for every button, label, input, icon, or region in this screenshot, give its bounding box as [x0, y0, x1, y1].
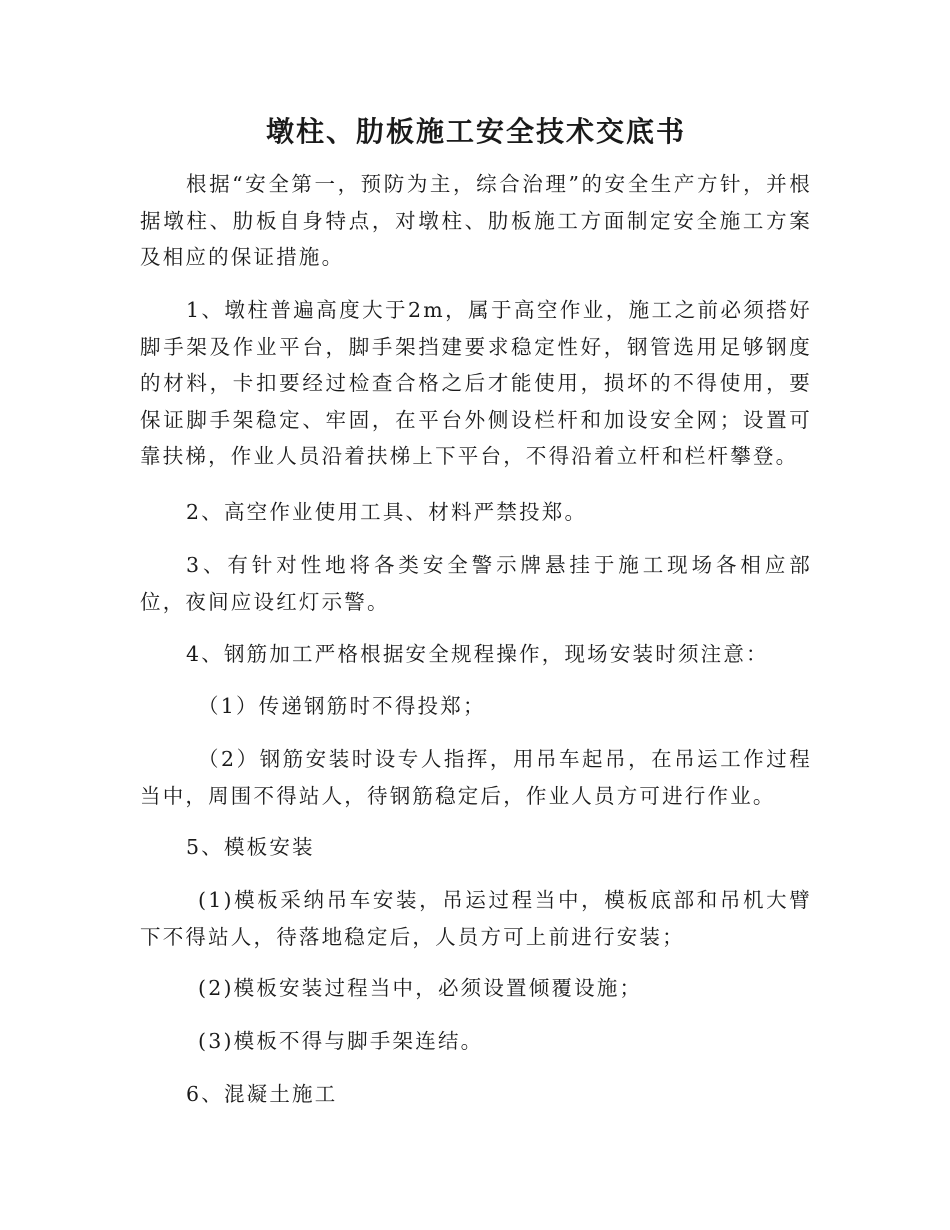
item-4-sub-1-paragraph: （1）传递钢筋时不得投郑； [198, 694, 486, 718]
document-title: 墩柱、肋板施工安全技术交底书 [265, 115, 686, 148]
item-6-heading: 6、混凝土施工 [186, 1082, 338, 1106]
item-1-paragraph: 1、墩柱普遍高度大于2m，属于高空作业，施工之前必须搭好脚手架及作业平台，脚手架挡建要求稳定性好，钢管选用足够钢度的材料，卡扣要经过检查合格之后才能使用，损坏的不得使用，要保证脚手架稳定、牢固，在平台外侧设栏杆和加设安全网；设置可靠扶梯，作业人员沿着扶梯上下平台，不得沿着立杆和栏杆攀登。 [140, 298, 812, 468]
intro-paragraph: 根据“安全第一，预防为主，综合治理”的安全生产方针，并根据墩柱、肋板自身特点，对墩柱、肋板施工方面制定安全施工方案及相应的保证措施。 [140, 172, 812, 269]
item-4-sub-2-paragraph: （2）钢筋安装时设专人指挥，用吊车起吊，在吊运工作过程当中，周围不得站人，待钢筋稳定后，作业人员方可进行作业。 [140, 747, 812, 808]
item-5-sub-1-paragraph: (1)模板采纳吊车安装，吊运过程当中，模板底部和吊机大臂下不得站人，待落地稳定后，人员方可上前进行安装； [140, 888, 812, 949]
item-5-sub-2-paragraph: (2)模板安装过程当中，必须设置倾覆设施； [198, 976, 643, 1000]
item-5-sub-3-paragraph: (3)模板不得与脚手架连结。 [198, 1029, 484, 1053]
item-5-heading: 5、模板安装 [186, 835, 315, 859]
item-3-paragraph: 3、有针对性地将各类安全警示牌悬挂于施工现场各相应部位，夜间应设红灯示警。 [140, 553, 812, 614]
item-2-paragraph: 2、高空作业使用工具、材料严禁投郑。 [186, 500, 588, 524]
item-4-paragraph: 4、钢筋加工严格根据安全规程操作，现场安装时须注意： [186, 642, 769, 666]
